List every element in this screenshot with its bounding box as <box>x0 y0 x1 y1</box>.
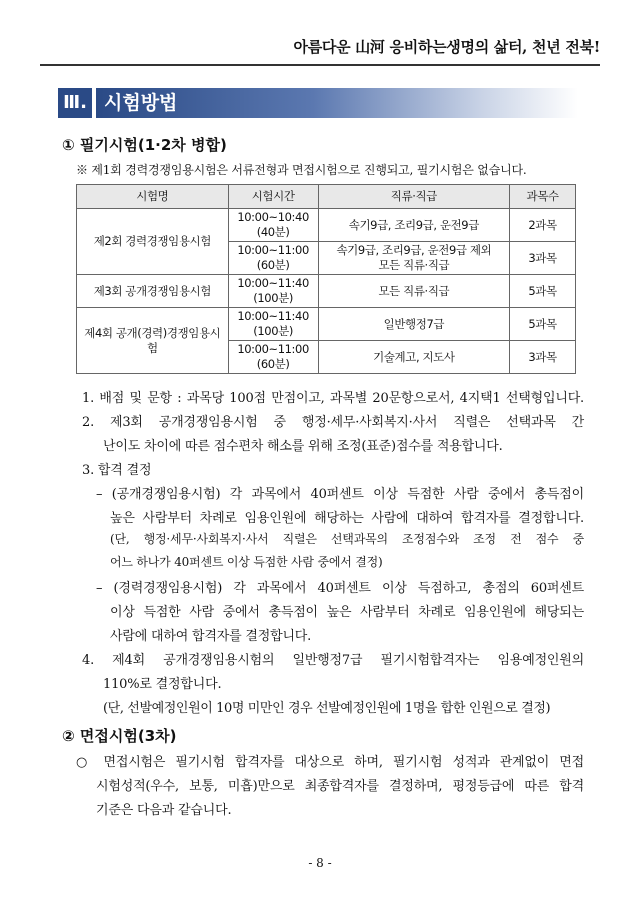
exam-time-cell <box>228 242 318 275</box>
exam-time-cell <box>228 341 318 374</box>
interview-line: ○ 면접시험은 필기시험 합격자를 대상으로 하며, 필기시험 성적과 관계없이 면접 <box>76 755 584 770</box>
exam-time-cell <box>228 275 318 308</box>
rule-line: – (공개경쟁임용시험) 각 과목에서 40퍼센트 이상 득점한 사람 중에서 총득점이 <box>96 487 584 502</box>
header-slogan: 아름다운 山河 응비하는생명의 삶터, 천년 전북! <box>293 38 600 56</box>
exam-name-cell: 제2회 경력경쟁임용시험 <box>77 209 229 275</box>
subject-count-cell: 5과목 <box>510 275 576 308</box>
rule-line: 1. 배점 및 문항 : 과목당 100점 만점이고, 과목별 20문항으로서, 4지택1 선택형입니다. <box>82 391 584 406</box>
rule-line: 3. 합격 결정 <box>82 463 152 478</box>
subject-count-cell: 2과목 <box>510 209 576 242</box>
grade-cell: 모든 직류·직급 <box>318 275 510 308</box>
grade-cell: 일반행정7급 <box>318 308 510 341</box>
subject-count-cell: 5과목 <box>510 308 576 341</box>
rule-line: 높은 사람부터 차례로 임용인원에 해당하는 사람에 대하여 합격자를 결정합니다. <box>110 511 584 526</box>
rule-line: (단, 선발예정인원이 10명 미만인 경우 선발예정인원에 1명을 합한 인원으로 결정) <box>103 701 551 716</box>
duration: (60분) <box>256 357 290 371</box>
grade-cell <box>318 242 510 275</box>
page-number: - 8 - <box>308 856 332 870</box>
table-header-row <box>77 185 576 209</box>
column-header: 과목수 <box>510 185 576 209</box>
column-header: 시험시간 <box>228 185 318 209</box>
rule-line: – (경력경쟁임용시험) 각 과목에서 40퍼센트 이상 득점하고, 총점의 60퍼센트 <box>96 581 584 596</box>
header-divider <box>40 64 600 66</box>
exam-schedule-table <box>76 184 576 374</box>
time-range: 10:00~11:40 <box>237 309 309 323</box>
section-title: 시험방법 <box>96 88 578 118</box>
rule-line: 110%로 결정합니다. <box>103 677 222 692</box>
rule-line: (단, 행정·세무·사회복지·사서 직렬은 선택과목의 조정점수와 조정 전 점수 중 <box>110 532 584 546</box>
section-number: Ⅲ. <box>58 88 92 118</box>
section-heading <box>58 88 578 118</box>
grade-cell: 기술계고, 지도사 <box>318 341 510 374</box>
time-range: 10:00~11:00 <box>237 342 309 356</box>
written-exam-note: ※ 제1회 경력경쟁임용시험은 서류전형과 면접시험으로 진행되고, 필기시험은 없습니다. <box>76 163 527 177</box>
rule-line: 4. 제4회 공개경쟁임용시험의 일반행정7급 필기시험합격자는 임용예정인원의 <box>82 653 584 668</box>
rule-line: 이상 득점한 사람 중에서 총득점이 높은 사람부터 차례로 임용인원에 해당되는 <box>110 605 584 620</box>
time-range: 10:00~11:00 <box>237 243 309 257</box>
rule-line: 사람에 대하여 합격자를 결정합니다. <box>110 629 312 644</box>
time-range: 10:00~11:40 <box>237 276 309 290</box>
table-row <box>77 308 576 341</box>
column-header: 직류·직급 <box>318 185 510 209</box>
exam-time-cell <box>228 308 318 341</box>
rule-line: 난이도 차이에 따른 점수편차 해소를 위해 조정(표준)점수를 적용합니다. <box>103 439 503 454</box>
grade-line: 속기9급, 조리9급, 운전9급 제외 <box>336 243 492 257</box>
interview-line: 기준은 다음과 같습니다. <box>96 803 232 818</box>
rule-line: 2. 제3회 공개경쟁임용시험 중 행정·세무·사회복지·사서 직렬은 선택과목 간 <box>82 415 584 430</box>
written-exam-heading: ① 필기시험(1·2차 병합) <box>62 136 227 154</box>
grade-cell: 속기9급, 조리9급, 운전9급 <box>318 209 510 242</box>
column-header: 시험명 <box>77 185 229 209</box>
duration: (100분) <box>253 291 293 305</box>
interview-line: 시험성적(우수, 보통, 미흡)만으로 최종합격자를 결정하며, 평정등급에 따른 합격 <box>96 779 584 794</box>
duration: (100분) <box>253 324 293 338</box>
exam-name-cell: 제4회 공개(경력)경쟁임용시험 <box>77 308 229 374</box>
table-row <box>77 209 576 242</box>
table-row <box>77 275 576 308</box>
rule-line: 어느 하나가 40퍼센트 이상 득점한 사람 중에서 결정) <box>110 555 383 569</box>
grade-line: 모든 직류·직급 <box>378 258 450 272</box>
duration: (40분) <box>256 225 290 239</box>
exam-name-cell: 제3회 공개경쟁임용시험 <box>77 275 229 308</box>
duration: (60분) <box>256 258 290 272</box>
interview-heading: ② 면접시험(3차) <box>62 727 177 745</box>
subject-count-cell: 3과목 <box>510 242 576 275</box>
time-range: 10:00~10:40 <box>237 210 309 224</box>
exam-time-cell <box>228 209 318 242</box>
subject-count-cell: 3과목 <box>510 341 576 374</box>
